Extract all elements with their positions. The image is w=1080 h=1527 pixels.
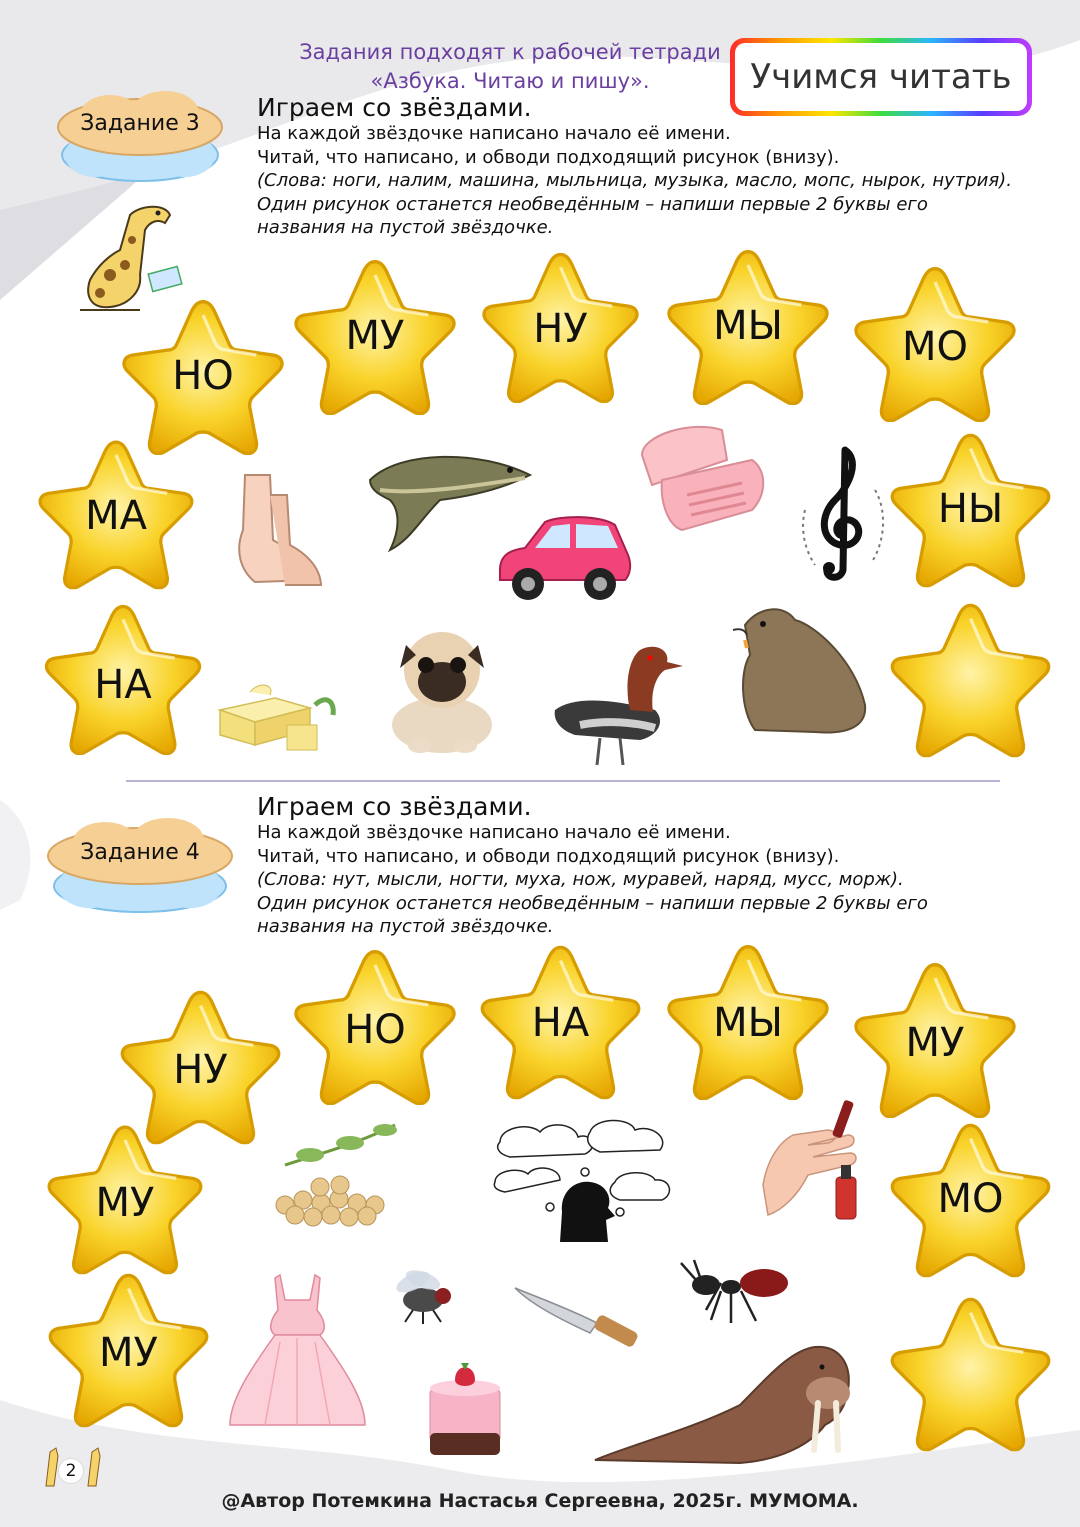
- butter-icon: [215, 680, 340, 755]
- workbook-note: [260, 38, 760, 96]
- thoughts-icon: [490, 1112, 680, 1242]
- task3-title: Играем со звёздами.: [257, 93, 532, 122]
- task4-star-7-label: МО: [937, 1176, 1004, 1222]
- task4-star-3-label: НА: [531, 1000, 590, 1046]
- task4-star-7[interactable]: [888, 1118, 1053, 1278]
- task4-line1: На каждой звёздочке написано начало её имени.: [257, 822, 731, 843]
- task4-badge-label: Задание 4: [80, 840, 200, 865]
- task3-line3: (Слова: ноги, налим, машина, мыльница, музыка, масло, мопс, нырок, нутрия).: [257, 170, 1012, 191]
- task4-line4: Один рисунок останется необведённым – напиши первые 2 буквы его: [257, 892, 928, 914]
- treble-clef-icon: [795, 440, 890, 585]
- workbook-note-line1: Задания подходят к рабочей тетради: [299, 40, 721, 64]
- task4-star-8[interactable]: [46, 1268, 211, 1428]
- task4-star-4[interactable]: [663, 940, 833, 1100]
- task3-star-4[interactable]: [663, 245, 833, 405]
- task3-star-3-label: НУ: [533, 306, 588, 352]
- feet-icon: [215, 470, 325, 595]
- task3-star-6-label: МА: [85, 493, 147, 539]
- section-divider: [126, 780, 1000, 782]
- task4-star-2-label: НО: [344, 1007, 406, 1053]
- fly-icon: [383, 1262, 463, 1327]
- task3-star-5-label: МО: [902, 324, 968, 370]
- workbook-note-line2: «Азбука. Читаю и пишу».: [370, 69, 650, 93]
- task4-text: [257, 793, 1037, 939]
- task3-star-8-label: НА: [94, 662, 152, 708]
- task3-star-4-label: МЫ: [713, 303, 783, 349]
- task3-star-1[interactable]: [118, 295, 288, 455]
- soap-dish-icon: [632, 415, 772, 535]
- walrus-icon: [590, 1335, 860, 1470]
- page-number: 2: [58, 1458, 84, 1484]
- task4-star-4-label: МЫ: [713, 1000, 783, 1046]
- ant-icon: [676, 1255, 801, 1325]
- car-icon: [490, 510, 635, 605]
- task3-star-7[interactable]: [888, 428, 1053, 588]
- nutria-icon: [725, 600, 875, 740]
- mousse-icon: [425, 1358, 505, 1463]
- task3-line5: названия на пустой звёздочке.: [257, 217, 554, 238]
- task4-star-5[interactable]: [850, 958, 1020, 1118]
- task4-star-1-label: НУ: [173, 1047, 228, 1093]
- task4-star-empty[interactable]: [888, 1292, 1053, 1452]
- task3-star-2[interactable]: [290, 255, 460, 415]
- task4-star-5-label: МУ: [905, 1020, 965, 1066]
- task4-title: Играем со звёздами.: [257, 792, 532, 821]
- duck-icon: [545, 630, 685, 770]
- task3-line1: На каждой звёздочке написано начало её имени.: [257, 123, 731, 144]
- task3-star-3[interactable]: [478, 248, 643, 403]
- brand-text: Учимся читать: [735, 43, 1027, 111]
- task4-badge: [40, 812, 240, 917]
- task3-star-7-label: НЫ: [937, 486, 1004, 532]
- dress-icon: [225, 1270, 370, 1430]
- task4-line2: Читай, что написано, и обводи подходящий рисунок (внизу).: [257, 845, 840, 867]
- task4-star-2[interactable]: [290, 945, 460, 1105]
- task3-star-empty[interactable]: [888, 598, 1053, 758]
- task3-line4: Один рисунок останется необведённым – напиши первые 2 буквы его: [257, 193, 928, 215]
- author-credit: @Автор Потемкина Настасья Сергеевна, 2025г. МУМОМА.: [221, 1490, 859, 1512]
- task3-star-6[interactable]: [36, 435, 196, 590]
- task3-star-5[interactable]: [850, 262, 1020, 422]
- pug-icon: [380, 620, 505, 755]
- task3-badge: [50, 85, 230, 185]
- task4-star-8-label: МУ: [99, 1330, 158, 1376]
- task3-star-1-label: НО: [172, 353, 234, 399]
- task3-line2: Читай, что написано, и обводи подходящий рисунок (внизу).: [257, 146, 840, 168]
- task4-star-6[interactable]: [45, 1120, 205, 1275]
- task3-star-2-label: МУ: [345, 313, 405, 359]
- task4-line5: названия на пустой звёздочке.: [257, 916, 554, 937]
- task4-star-6-label: МУ: [95, 1180, 155, 1226]
- task3-badge-label: Задание 3: [80, 111, 200, 136]
- task3-star-8[interactable]: [42, 600, 204, 755]
- task4-star-3[interactable]: [478, 940, 643, 1100]
- task4-line3: (Слова: нут, мысли, ногти, муха, нож, муравей, наряд, мусс, морж).: [257, 869, 904, 890]
- task3-text: [257, 94, 1037, 240]
